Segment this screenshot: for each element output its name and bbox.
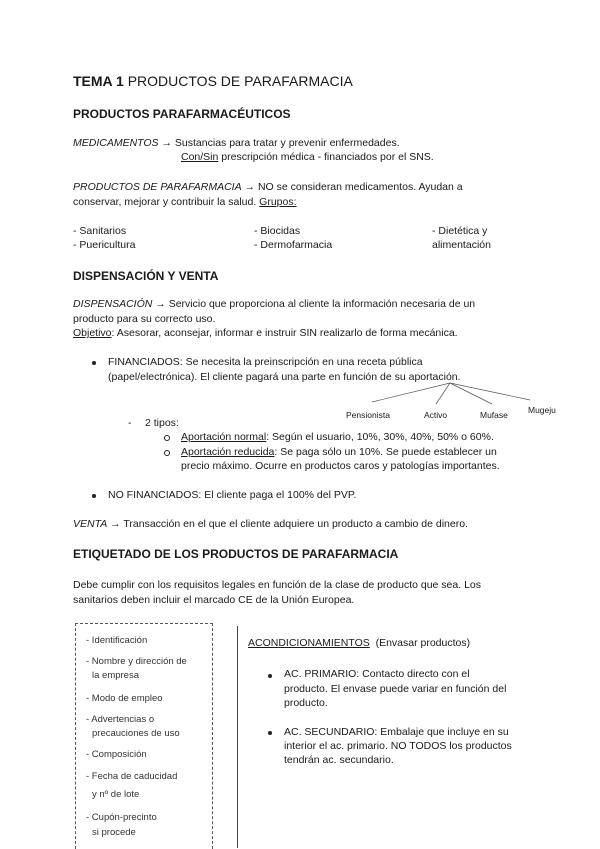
tipos-label: 2 tipos: (145, 417, 179, 429)
box-item-advertencias-2: precauciones de uso (92, 728, 180, 739)
secundario-line-2: interior el ac. primario. NO TODOS los productos (284, 740, 512, 752)
etiquetado-p2: sanitarios deben incluir el marcado CE de la Unión Europea. (73, 594, 355, 606)
bullet-icon (268, 674, 272, 678)
branch-mufase: Mufase (480, 410, 508, 420)
box-item-cupon: - Cupón-precinto (86, 812, 157, 823)
box-item-advertencias: - Advertencias o (86, 714, 155, 725)
box-item-cupon-2: si procede (92, 827, 136, 838)
ppf-line-2: conservar, mejorar y contribuir la salud. Grupos: (73, 196, 297, 208)
bullet-icon (268, 731, 272, 735)
page-title: TEMA 1 PRODUCTOS DE PARAFARMACIA (73, 73, 353, 89)
dispensacion-line: DISPENSACIÓN → Servicio que proporciona al cliente la información necesaria de un (73, 298, 476, 310)
heading-etiquetado: ETIQUETADO DE LOS PRODUCTOS DE PARAFARMACIA (73, 547, 399, 561)
box-item-identificacion: - Identificación (86, 635, 148, 646)
venta-line: VENTA → Transacción en el que el cliente adquiere un producto a cambio de dinero. (73, 518, 468, 530)
secundario-line-3: tendrán ac. secundario. (284, 754, 394, 766)
consin-line: Con/Sin prescripción médica - financiados por el SNS. (181, 151, 434, 163)
bullet-icon (92, 494, 96, 498)
no-financiados-line: NO FINANCIADOS: El cliente paga el 100% del PVP. (108, 489, 357, 501)
ppf-line: PRODUCTOS DE PARAFARMACIA → NO se consideran medicamentos. Ayudan a (73, 181, 463, 193)
group-alimentacion: alimentación (432, 239, 491, 251)
primario-line-3: producto. (284, 697, 328, 709)
heading-dispensacion: DISPENSACIÓN Y VENTA (73, 269, 219, 283)
branch-pensionista: Pensionista (346, 410, 390, 420)
box-item-fecha-2: y nº de lote (92, 789, 140, 800)
branch-activo: Activo (424, 410, 448, 420)
group-sanitarios: - Sanitarios (73, 225, 127, 237)
dispensacion-line-2: producto para su correcto uso. (73, 313, 216, 325)
box-item-nombre: - Nombre y dirección de (86, 656, 187, 667)
column-divider (237, 626, 238, 848)
etiquetado-p1: Debe cumplir con los requisitos legales en función de la clase de producto que sea. Los (73, 579, 481, 591)
primario-line-1: AC. PRIMARIO: Contacto directo con el (284, 668, 470, 680)
dash-marker: - (128, 417, 132, 429)
objetivo-line: Objetivo: Asesorar, aconsejar, informar e instruir SIN realizarlo de forma mecánica. (73, 327, 458, 339)
group-puericultura: - Puericultura (73, 239, 136, 251)
financiados-line: FINANCIADOS: Se necesita la preinscripción en una receta pública (108, 356, 423, 368)
group-dietetica: - Dietética y (432, 225, 488, 237)
acondicionamientos-title: ACONDICIONAMIENTOS (Envasar productos) (248, 637, 471, 649)
branch-mugeju: Mugeju (528, 405, 556, 415)
aportacion-reducida-line: Aportación reducida: Se paga sólo un 10%. Se puede establecer un (181, 446, 497, 458)
group-dermofarmacia: - Dermofarmacia (254, 239, 333, 251)
heading-productos: PRODUCTOS PARAFARMACÉUTICOS (73, 107, 291, 121)
box-item-fecha: - Fecha de caducidad (86, 771, 178, 782)
box-item-nombre-2: la empresa (92, 670, 139, 681)
circle-bullet-icon (164, 435, 170, 441)
group-biocidas: - Biocidas (254, 225, 301, 237)
box-item-modo: - Modo de empleo (86, 693, 163, 704)
financiados-line-2: (papel/electrónica). El cliente pagará una parte en función de su aportación. (108, 371, 461, 383)
secundario-line-1: AC. SECUNDARIO: Embalaje que incluye en su (284, 726, 509, 738)
circle-bullet-icon (164, 450, 170, 456)
medicamentos-line: MEDICAMENTOS → Sustancias para tratar y prevenir enfermedades. (73, 137, 400, 149)
aportacion-normal-line: Aportación normal: Según el usuario, 10%, 30%, 40%, 50% o 60%. (181, 431, 494, 443)
primario-line-2: producto. El envase puede variar en función del (284, 683, 507, 695)
aportacion-reducida-line-2: precio máximo. Ocurre en productos caros y patologías importantes. (181, 460, 500, 472)
box-item-composicion: - Composición (86, 749, 147, 760)
